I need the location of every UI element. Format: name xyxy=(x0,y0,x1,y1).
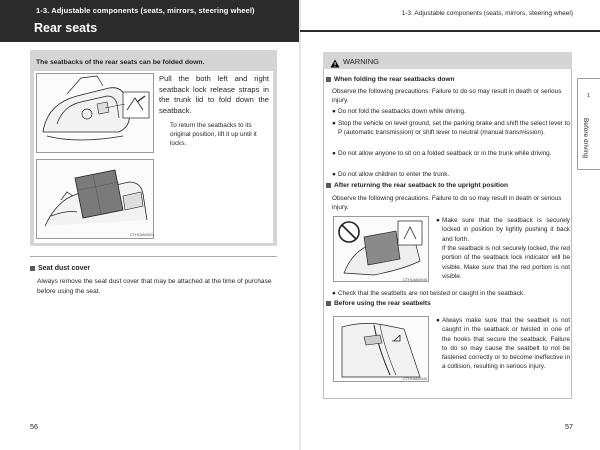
square-bullet-icon xyxy=(326,183,331,188)
illustration-folded-seat xyxy=(36,159,154,239)
square-bullet-icon xyxy=(326,77,331,82)
folding-bullet: ● Do not allow children to enter the trunk. xyxy=(332,171,450,178)
dust-cover-heading: Seat dust cover xyxy=(30,265,90,272)
returning-side-bullet: ● Make sure that the seatback is securely locked in position by lightly pushing it back and forth. xyxy=(436,217,570,243)
bullet-dot-icon: ● xyxy=(332,290,336,297)
warning-label: WARNING xyxy=(343,57,379,66)
section-label-right: 1-3. Adjustable components (seats, mirrors, steering wheel) xyxy=(401,10,573,17)
folding-text: Observe the following precautions. Failure to do so may result in death or serious injury. xyxy=(332,88,562,105)
header-bar-right xyxy=(300,0,600,42)
returning-heading: After returning the rear seatback to the upright position xyxy=(326,182,508,189)
folding-bullet: ● Do not fold the seatbacks down while driving. xyxy=(332,108,466,115)
folding-heading: When folding the rear seatbacks down xyxy=(326,76,455,83)
bullet-dot-icon: ● xyxy=(332,120,336,127)
illustration-trunk-straps xyxy=(36,73,154,153)
bullet-dot-icon: ● xyxy=(332,150,336,157)
illustration-seatback-lock xyxy=(333,216,429,282)
before-using-heading: Before using the rear seatbelts xyxy=(326,300,431,307)
bullet-dot-icon: ● xyxy=(332,108,336,115)
folding-bullet: ● Stop the vehicle on level ground, set the parking brake and shift the select lever to P (automatic transmission) or shift lever to neutral (manual transmission). xyxy=(332,120,570,137)
chapter-tab-label: Before driving xyxy=(582,118,589,159)
page-number-right: 57 xyxy=(565,422,573,431)
folding-bullet: ● Do not allow anyone to sit on a folded seatback or in the trunk while driving. xyxy=(332,150,552,157)
header-rule-right xyxy=(300,30,600,32)
page-number-left: 56 xyxy=(30,422,38,431)
fold-panel-heading: The seatbacks of the rear seats can be folded down. xyxy=(36,59,205,66)
page-divider xyxy=(299,0,301,450)
section-rule xyxy=(30,256,277,257)
section-label-left: 1-3. Adjustable components (seats, mirrors, steering wheel) xyxy=(36,6,255,15)
fold-instructions: Pull the both left and right seatback lock release straps in the trunk lid to fold down the seatback. xyxy=(159,74,269,115)
figure-code: CTH15AM024 xyxy=(130,233,155,237)
fold-return-note: To return the seatbacks to its original position, lift it up until it locks. xyxy=(170,122,257,148)
page-title: Rear seats xyxy=(34,21,98,35)
figure-code: CTH15AM040 xyxy=(403,377,428,381)
before-using-side-bullet: ● Always make sure that the seatbelt is not caught in the seatback or twisted in one of the hooks that secure the seatback. Failure to do so may cause the seatbelt to not be fastened correctly or to become ineffective in a collision, resulting in serious injury. xyxy=(436,317,570,371)
illustration-seatbelt-hook xyxy=(333,316,429,382)
bullet-dot-icon: ● xyxy=(436,217,440,224)
chapter-tab-number: 1 xyxy=(587,93,590,99)
dust-cover-text: Always remove the seat dust cover that may be attached at the time of purchase before using the seat. xyxy=(37,278,272,295)
bullet-dot-icon: ● xyxy=(332,171,336,178)
returning-side-bullet-cont: If the seatback is not securely locked, the red portion of the seatback lock indicator will be visible. Make sure that the red portion is not visible. xyxy=(442,245,570,280)
returning-text: Observe the following precautions. Failure to do so may result in death or serious injury. xyxy=(332,195,562,212)
square-bullet-icon xyxy=(326,301,331,306)
check-seatbelt-bullet: ● Check that the seatbelts are not twisted or caught in the seatback. xyxy=(332,290,525,297)
bullet-dot-icon: ● xyxy=(436,317,440,324)
square-bullet-icon xyxy=(30,266,35,271)
figure-code: CTH15AM040 xyxy=(403,278,428,282)
